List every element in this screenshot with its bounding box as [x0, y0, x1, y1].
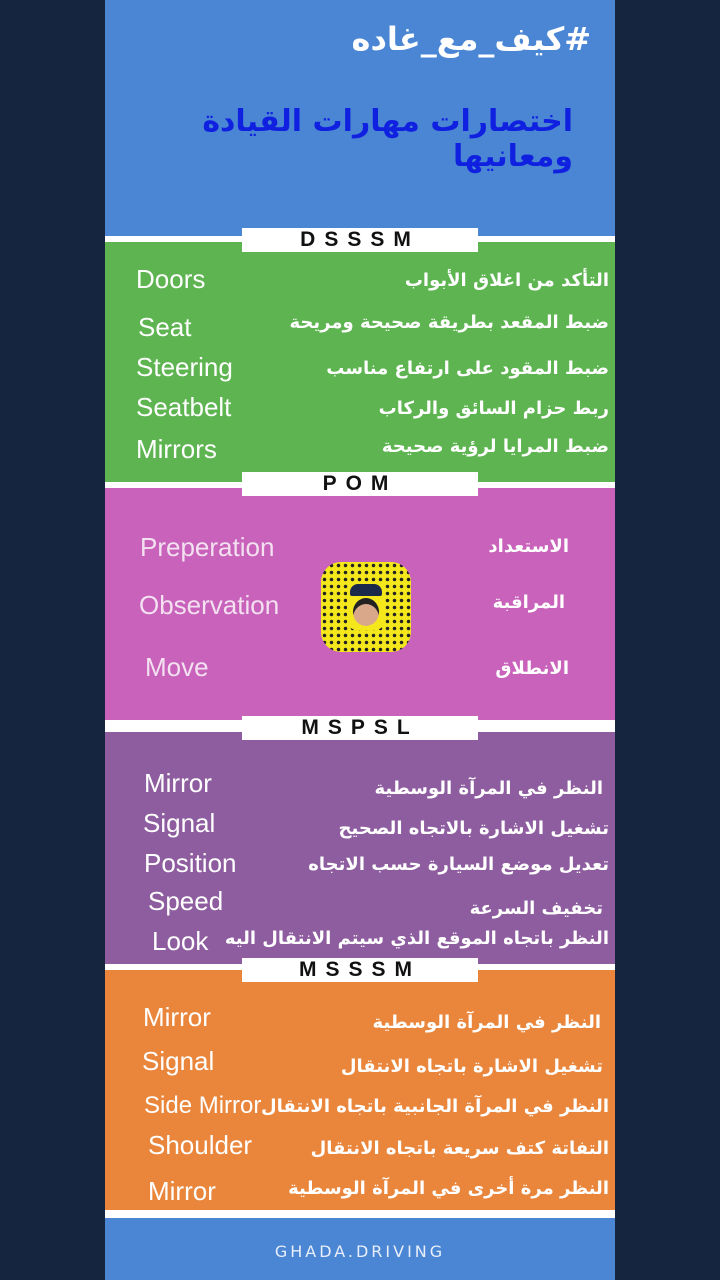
term: Seat: [138, 312, 192, 342]
meaning: التفاتة كتف سريعة باتجاه الانتقال: [310, 1138, 609, 1159]
meaning: ربط حزام السائق والركاب: [378, 398, 609, 419]
section-label-dsssm: DSSSM: [242, 228, 478, 252]
meaning: النظر باتجاه الموقع الذي سيتم الانتقال اليه: [224, 928, 609, 949]
term: Signal: [142, 1046, 215, 1076]
hashtag: #كيف_مع_غاده: [351, 20, 591, 58]
meaning: النظر في المرآة الوسطية: [374, 778, 603, 799]
term: Mirrors: [136, 434, 217, 464]
section-mspsl: [105, 732, 615, 964]
term: Signal: [143, 808, 216, 838]
footer: [105, 1218, 615, 1280]
header: [105, 0, 615, 236]
section-label-msssm: MSSSM: [242, 958, 478, 982]
term: Mirror: [144, 768, 212, 798]
meaning: التأكد من اغلاق الأبواب: [404, 270, 609, 291]
meaning: تشغيل الاشارة بالاتجاه الصحيح: [338, 818, 609, 839]
term: Speed: [148, 886, 224, 916]
term: Shoulder: [148, 1130, 253, 1160]
term: Side Mirror: [144, 1092, 262, 1119]
section-label-pom: POM: [242, 472, 478, 496]
meaning: النظر في المرآة الوسطية: [372, 1012, 601, 1033]
meaning: ضبط المقعد بطريقة صحيحة ومريحة: [289, 312, 609, 333]
section-dsssm: [105, 242, 615, 482]
meaning: ضبط المقود على ارتفاع مناسب: [326, 358, 609, 379]
footer-handle: GHADA.DRIVING: [274, 1242, 446, 1261]
term: Preperation: [140, 532, 275, 562]
term: Steering: [136, 352, 233, 382]
term: Position: [144, 848, 237, 878]
meaning: الانطلاق: [495, 658, 569, 679]
term: Mirror: [148, 1176, 216, 1206]
title: اختصارات مهارات القيادة ومعانيها: [202, 104, 573, 174]
meaning: ضبط المرايا لرؤية صحيحة: [381, 436, 609, 457]
term: Doors: [136, 264, 206, 294]
meaning: تشغيل الاشارة باتجاه الانتقال: [340, 1056, 603, 1077]
term: Observation: [139, 590, 280, 620]
meaning: النظر مرة أخرى في المرآة الوسطية: [288, 1178, 609, 1199]
section-label-mspsl: MSPSL: [242, 716, 478, 740]
meaning: المراقبة: [492, 592, 565, 613]
meaning: الاستعداد: [488, 536, 569, 557]
meaning: تعديل موضع السيارة حسب الاتجاه: [308, 854, 609, 875]
section-pom: [105, 488, 615, 720]
avatar: [347, 582, 385, 630]
term: Mirror: [143, 1002, 211, 1032]
term: Move: [145, 652, 209, 682]
infographic: [105, 0, 615, 1280]
section-msssm: [105, 970, 615, 1210]
term: Seatbelt: [136, 392, 232, 422]
meaning: تخفيف السرعة: [469, 898, 603, 919]
term: Look: [152, 926, 209, 956]
snapcode-image: [321, 562, 411, 652]
meaning: النظر في المرآة الجانبية باتجاه الانتقال: [260, 1096, 609, 1117]
